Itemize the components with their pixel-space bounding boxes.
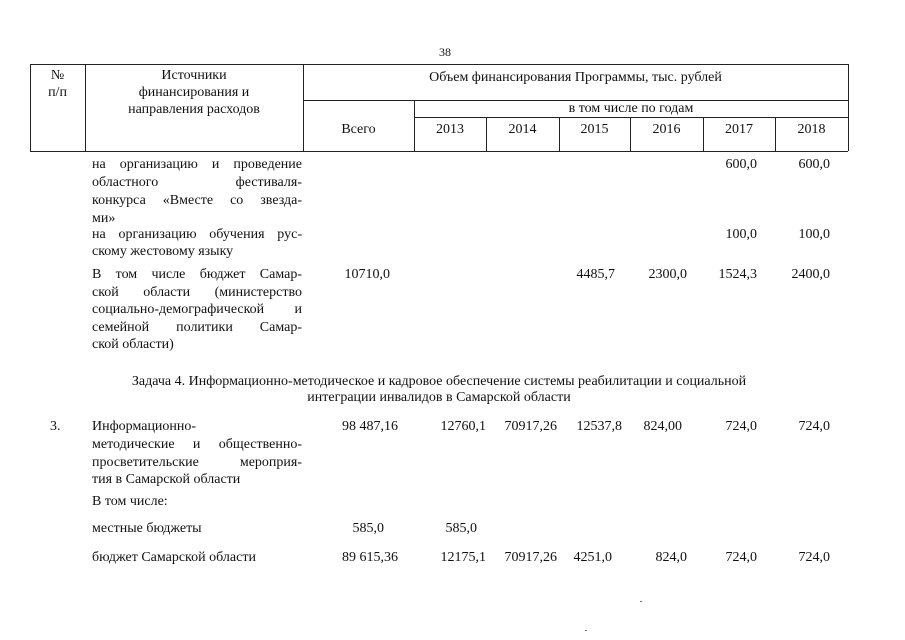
- samara-budget-2017: 1524,3: [718, 267, 757, 282]
- samara-budget-line5: ской области): [92, 337, 174, 352]
- samara-budget-line4: семейной политики Самар-: [92, 320, 302, 335]
- regional-budget-2018: 724,0: [798, 550, 830, 565]
- local-budgets-total: 585,0: [352, 521, 384, 536]
- header-year-2015: 2015: [580, 122, 609, 137]
- samara-budget-line1: В том числе бюджет Самар-: [92, 267, 302, 282]
- regional-budget-2013: 12175,1: [440, 550, 486, 565]
- regional-budget-2015: 4251,0: [573, 550, 612, 565]
- header-total: Всего: [341, 122, 376, 137]
- table-top-border: [30, 64, 848, 65]
- task4-heading-line1: Задача 4. Информационно-методическое и кадровое обеспечение системы реабилитации и социальной: [131, 374, 747, 389]
- item3-line2: методические и общественно-: [92, 437, 302, 452]
- scan-speck: [585, 630, 587, 631]
- festival-line4: ми»: [92, 211, 116, 226]
- regional-budget-total: 89 615,36: [342, 550, 398, 565]
- header-sources-line2: финансирования и: [138, 85, 250, 100]
- header-sources-line1: Источники: [161, 68, 227, 83]
- festival-line3: конкурса «Вместе со звезда-: [92, 193, 302, 208]
- item3-line1: Информационно-: [92, 419, 197, 434]
- festival-line1: на организацию и проведение: [92, 157, 302, 172]
- header-num: №: [50, 68, 65, 83]
- festival-2017: 600,0: [725, 157, 757, 172]
- header-year-2018: 2018: [797, 122, 826, 137]
- including-label: В том числе:: [92, 494, 168, 509]
- header-volume: Объем финансирования Программы, тыс. рублей: [429, 70, 722, 85]
- samara-budget-2016: 2300,0: [648, 267, 687, 282]
- sign-language-2018: 100,0: [798, 227, 830, 242]
- item3-2015: 12537,8: [576, 419, 622, 434]
- table-right-border: [848, 64, 849, 151]
- local-budgets-2013: 585,0: [445, 521, 477, 536]
- header-year-2016: 2016: [652, 122, 681, 137]
- task4-heading-line2: интеграции инвалидов в Самарской области: [307, 390, 571, 405]
- regional-budget-label: бюджет Самарской области: [92, 550, 256, 565]
- item3-total: 98 487,16: [342, 419, 398, 434]
- sign-language-line1: на организацию обучения рус-: [92, 227, 302, 242]
- samara-budget-line2: ской области (министерство: [92, 285, 302, 300]
- header-by-years: в том числе по годам: [568, 101, 694, 116]
- item3-line3: просветительские мероприя-: [92, 455, 302, 470]
- item3-2013: 12760,1: [440, 419, 486, 434]
- samara-budget-2018: 2400,0: [791, 267, 830, 282]
- samara-budget-line3: социально-демографической и: [92, 302, 302, 317]
- regional-budget-2017: 724,0: [725, 550, 757, 565]
- header-year-2014: 2014: [508, 122, 537, 137]
- samara-budget-2015: 4485,7: [576, 267, 615, 282]
- item3-2017: 724,0: [725, 419, 757, 434]
- page-number: 38: [439, 45, 451, 59]
- item3-2014: 70917,26: [504, 419, 557, 434]
- sign-language-2017: 100,0: [725, 227, 757, 242]
- header-sources-line3: направления расходов: [128, 102, 260, 117]
- samara-budget-total: 10710,0: [344, 267, 390, 282]
- item3-2016: 824,00: [643, 419, 682, 434]
- header-year-2013: 2013: [436, 122, 464, 137]
- local-budgets-label: местные бюджеты: [92, 521, 202, 536]
- header-bottom-border: [30, 151, 848, 152]
- header-years-divider: [414, 117, 848, 118]
- item3-2018: 724,0: [798, 419, 830, 434]
- item3-line4: тия в Самарской области: [92, 472, 241, 487]
- festival-line2: областного фестиваля-: [92, 175, 302, 190]
- regional-budget-2014: 70917,26: [504, 550, 557, 565]
- sign-language-line2: скому жестовому языку: [92, 244, 234, 259]
- header-num-pp: п/п: [48, 85, 67, 100]
- header-year-2017: 2017: [725, 122, 753, 137]
- scan-speck: [640, 601, 642, 602]
- item3-number: 3.: [50, 419, 61, 434]
- regional-budget-2016: 824,0: [655, 550, 687, 565]
- festival-2018: 600,0: [798, 157, 830, 172]
